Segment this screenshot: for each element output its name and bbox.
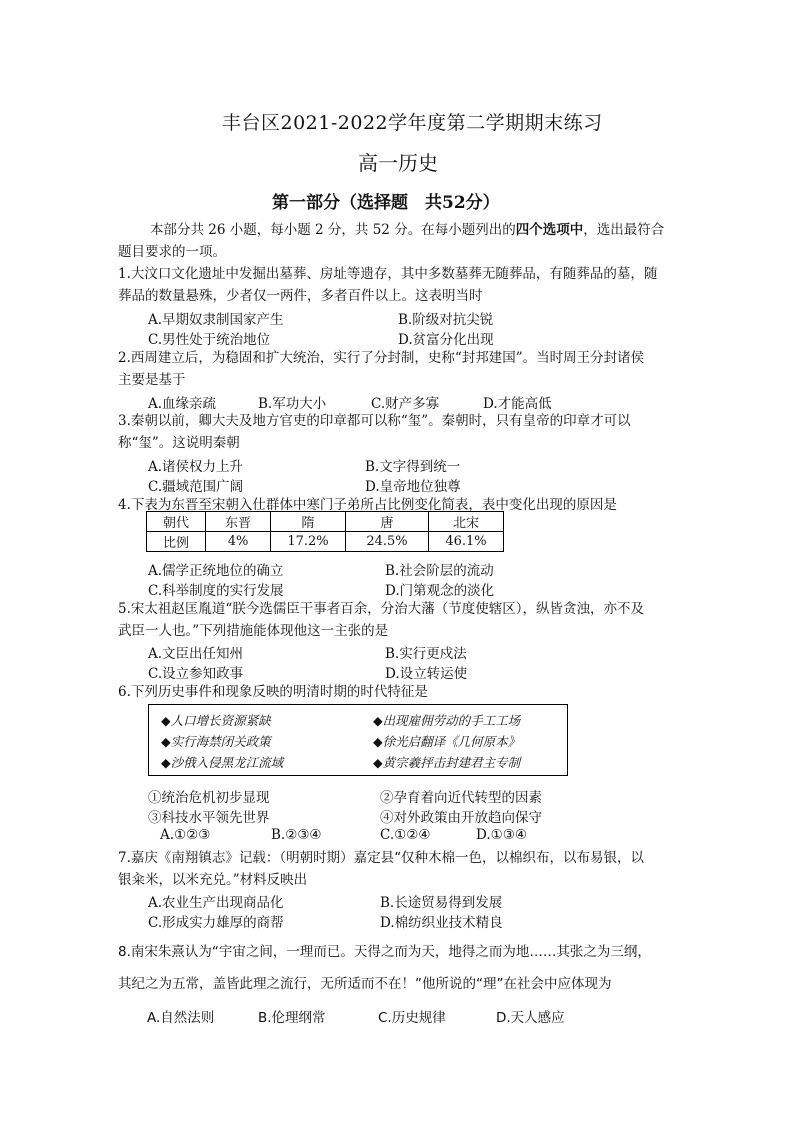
- q2-stem-line-1: 2.西周建立后，为稳固和扩大统治，实行了分封制，史称“封邦建国”。当时周王分封诸侯: [118, 350, 645, 366]
- table-cell: 17.2%: [271, 532, 346, 552]
- q6-statement-1: ①统治危机初步显现: [148, 790, 270, 806]
- q3-stem-line-1: 3.秦朝以前，卿大夫及地方官吏的印章都可以称“玺”。秦朝时，只有皇帝的印章才可以: [118, 413, 631, 429]
- q1-stem-line-2: 葬品的数量悬殊，少者仅一两件，多者百件以上。这表明当时: [118, 288, 483, 304]
- q8-option-b: B.伦理纲常: [258, 1010, 326, 1026]
- event-item: ◆徐光启翻译《几何原本》: [373, 734, 521, 749]
- q3-option-a: A.诸侯权力上升: [148, 459, 244, 475]
- q3-stem-line-2: 称“玺”。这说明秦朝: [118, 435, 240, 451]
- q7-option-b: B.长途贸易得到发展: [380, 895, 503, 911]
- q7-option-a: A.农业生产出现商品化: [148, 895, 284, 911]
- q5-option-a: A.文臣出任知州: [148, 646, 244, 662]
- instructions-line-2: 题目要求的一项。: [118, 244, 226, 260]
- q3-option-c: C.疆域范围广阔: [148, 479, 244, 495]
- q7-stem-line-2: 银籴米，以米充兑。”材料反映出: [118, 872, 308, 888]
- instructions-line-1: [150, 220, 664, 240]
- q6-option-a: A.①②③: [160, 827, 211, 843]
- q6-statement-3: ③科技水平领先世界: [148, 810, 270, 826]
- q5-stem-line-2: 武臣一人也。”下列措施能体现他这一主张的是: [118, 623, 389, 639]
- event-item: ◆出现雇佣劳动的手工工场: [373, 713, 521, 728]
- exam-title: 丰台区2021-2022学年度第二学期期末练习: [222, 112, 603, 134]
- q2-option-b: B.军功大小: [258, 396, 327, 412]
- q4-option-c: C.科举制度的实行发展: [148, 583, 284, 599]
- event-item: ◆沙俄入侵黑龙江流域: [161, 755, 284, 770]
- q5-option-c: C.设立参知政事: [148, 666, 244, 682]
- table-cell: 46.1%: [429, 532, 504, 552]
- q6-stem: 6.下列历史事件和现象反映的明清时期的时代特征是: [118, 684, 428, 700]
- q1-option-c: C.男性处于统治地位: [148, 332, 271, 348]
- q4-option-d: D.门第观念的淡化: [385, 583, 495, 599]
- q2-option-d: D.才能高低: [483, 396, 552, 412]
- q1-stem-line-1: 1.大汶口文化遗址中发掘出墓葬、房址等遗存，其中多数墓葬无随葬品，有随葬品的墓，随: [118, 266, 658, 282]
- q2-option-a: A.血缘亲疏: [148, 396, 217, 412]
- q6-statement-4: ④对外政策由开放趋向保守: [380, 810, 542, 826]
- q1-option-b: B.阶级对抗尖锐: [398, 312, 494, 328]
- table-header-cell: 北宋: [429, 512, 504, 532]
- section-heading: 第一部分（选择题 共52分）: [272, 193, 500, 213]
- q8-option-c: C.历史规律: [378, 1010, 446, 1026]
- table-header-cell: 唐: [346, 512, 429, 532]
- table-row: [147, 532, 504, 552]
- q5-option-d: D.设立转运使: [385, 666, 468, 682]
- q8-option-d: D.天人感应: [496, 1010, 565, 1026]
- q4-option-a: A.儒学正统地位的确立: [148, 563, 284, 579]
- instructions-text-end: ，选出最符合: [583, 222, 665, 238]
- q7-option-d: D.棉纺织业技术精良: [380, 915, 503, 931]
- q5-stem-line-1: 5.宋太祖赵匡胤道“朕今选儒臣干事者百余，分治大藩（节度使辖区），纵皆贪浊，亦不及: [118, 601, 645, 617]
- q4-option-b: B.社会阶层的流动: [385, 563, 494, 579]
- q2-option-c: C.财产多寡: [371, 396, 440, 412]
- q6-option-d: D.①③④: [476, 827, 527, 843]
- q3-option-d: D.皇帝地位独尊: [365, 479, 461, 495]
- table-cell: 24.5%: [346, 532, 429, 552]
- table-cell: 4%: [206, 532, 271, 552]
- exam-subtitle: 高一历史: [358, 151, 438, 175]
- event-item: ◆人口增长资源紧缺: [161, 713, 271, 728]
- q5-option-b: B.实行更戍法: [385, 646, 467, 662]
- proportion-table: [146, 511, 504, 552]
- table-header-cell: 隋: [271, 512, 346, 532]
- table-cell: 比例: [147, 532, 206, 552]
- q4-stem: 4.下表为东晋至宋朝入仕群体中寒门子弟所占比例变化简表，表中变化出现的原因是: [118, 497, 617, 513]
- event-box: [148, 704, 568, 776]
- instructions-emphasis: 四个选项中: [515, 222, 584, 238]
- q1-option-a: A.早期奴隶制国家产生: [148, 312, 284, 328]
- q1-option-d: D.贫富分化出现: [398, 332, 494, 348]
- table-header-cell: 东晋: [206, 512, 271, 532]
- table-header-row: [147, 512, 504, 532]
- q8-stem-line-2: 其纪之为五常，盖皆此理之流行，无所适而不在！”他所说的“理”在社会中应体现为: [118, 976, 612, 992]
- q3-option-b: B.文字得到统一: [365, 459, 461, 475]
- instructions-text: 本部分共 26 小题，每小题 2 分，共 52 分。在每小题列出的: [150, 222, 516, 238]
- q8-stem-line-1: 8.南宋朱熹认为“宇宙之间，一理而已。天得之而为天，地得之而为地……其张之为三纲，: [118, 944, 651, 960]
- q2-stem-line-2: 主要是基于: [118, 372, 186, 388]
- event-item: ◆黄宗羲抨击封建君主专制: [373, 755, 521, 770]
- event-item: ◆实行海禁闭关政策: [161, 734, 271, 749]
- table-header-cell: 朝代: [147, 512, 206, 532]
- q7-stem-line-1: 7.嘉庆《南翔镇志》记载：（明朝时期）嘉定县“仅种木棉一色，以棉织布，以布易银，以: [118, 850, 645, 866]
- q8-option-a: A.自然法则: [147, 1010, 215, 1026]
- q6-statement-2: ②孕育着向近代转型的因素: [380, 790, 542, 806]
- q7-option-c: C.形成实力雄厚的商帮: [148, 915, 284, 931]
- q6-option-c: C.①②④: [380, 827, 431, 843]
- q6-option-b: B.②③④: [271, 827, 322, 843]
